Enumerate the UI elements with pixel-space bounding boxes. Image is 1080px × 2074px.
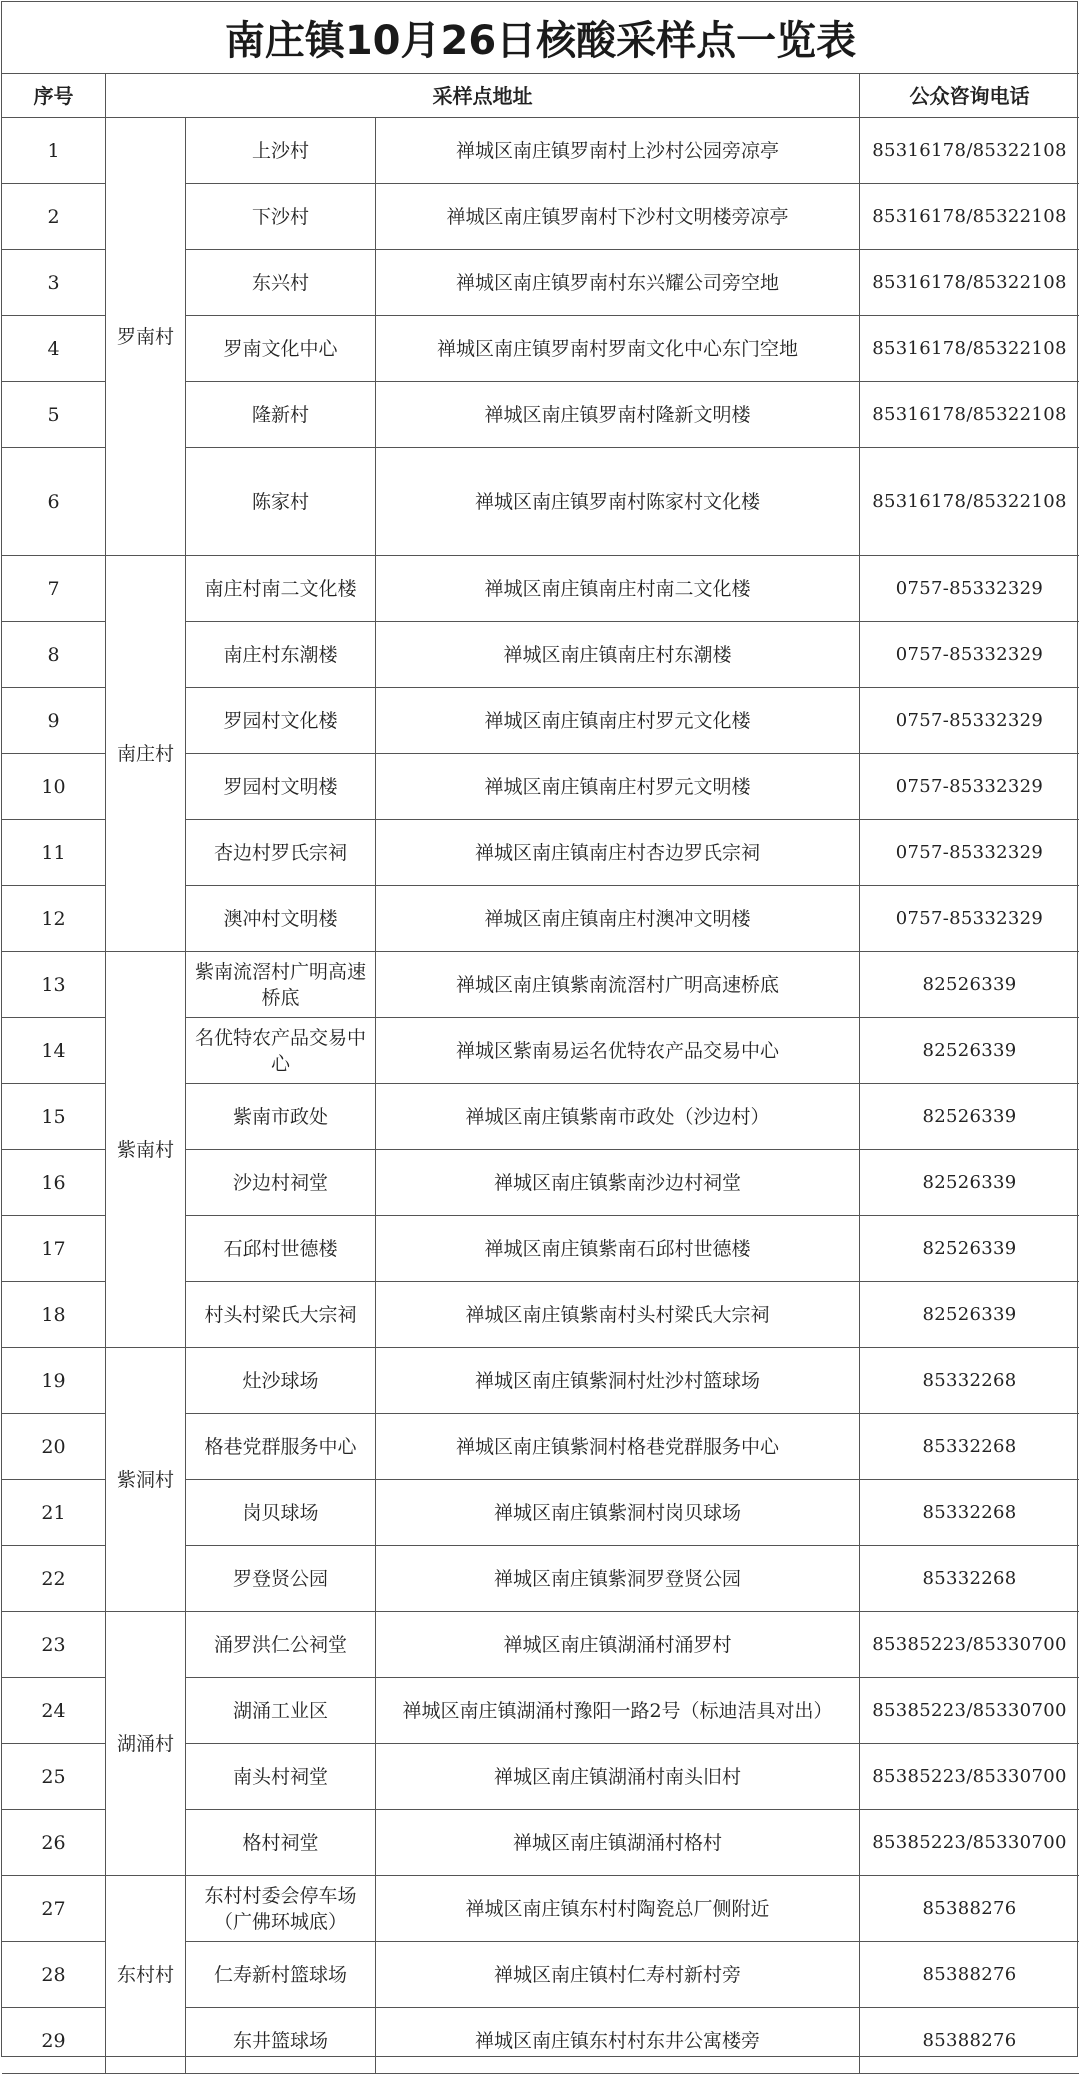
row-site: 仁寿新村篮球场 bbox=[186, 1942, 376, 2008]
row-seq: 18 bbox=[2, 1282, 106, 1348]
sampling-sites-table bbox=[1, 1, 1078, 2057]
row-seq: 17 bbox=[2, 1216, 106, 1282]
row-seq: 16 bbox=[2, 1150, 106, 1216]
row-address: 禅城区南庄镇村仁寿村新村旁 bbox=[376, 1942, 860, 2008]
row-address: 禅城区南庄镇南庄村澳冲文明楼 bbox=[376, 886, 860, 952]
row-site: 南头村祠堂 bbox=[186, 1744, 376, 1810]
row-site: 湖涌工业区 bbox=[186, 1678, 376, 1744]
village-name: 湖涌村 bbox=[106, 1612, 186, 1876]
row-address: 禅城区南庄镇东村村东井公寓楼旁 bbox=[376, 2008, 860, 2074]
row-address: 禅城区南庄镇罗南村上沙村公园旁凉亭 bbox=[376, 118, 860, 184]
row-phone: 85332268 bbox=[860, 1414, 1079, 1480]
row-site: 下沙村 bbox=[186, 184, 376, 250]
row-seq: 10 bbox=[2, 754, 106, 820]
row-site: 隆新村 bbox=[186, 382, 376, 448]
row-address: 禅城区南庄镇紫洞村格巷党群服务中心 bbox=[376, 1414, 860, 1480]
row-site: 澳冲村文明楼 bbox=[186, 886, 376, 952]
row-seq: 8 bbox=[2, 622, 106, 688]
row-site: 陈家村 bbox=[186, 448, 376, 556]
row-seq: 11 bbox=[2, 820, 106, 886]
row-site: 格村祠堂 bbox=[186, 1810, 376, 1876]
row-phone: 85388276 bbox=[860, 2008, 1079, 2074]
row-address: 禅城区南庄镇湖涌村格村 bbox=[376, 1810, 860, 1876]
village-name: 罗南村 bbox=[106, 118, 186, 556]
row-phone: 0757-85332329 bbox=[860, 688, 1079, 754]
row-address: 禅城区南庄镇紫南流滘村广明高速桥底 bbox=[376, 952, 860, 1018]
row-address: 禅城区南庄镇南庄村罗元文明楼 bbox=[376, 754, 860, 820]
row-phone: 85332268 bbox=[860, 1348, 1079, 1414]
row-site: 紫南市政处 bbox=[186, 1084, 376, 1150]
row-address: 禅城区南庄镇湖涌村涌罗村 bbox=[376, 1612, 860, 1678]
row-seq: 4 bbox=[2, 316, 106, 382]
row-phone: 85316178/85322108 bbox=[860, 118, 1079, 184]
row-address: 禅城区南庄镇紫南市政处（沙边村） bbox=[376, 1084, 860, 1150]
row-address: 禅城区南庄镇罗南村罗南文化中心东门空地 bbox=[376, 316, 860, 382]
header-seq: 序号 bbox=[2, 74, 106, 118]
row-address: 禅城区南庄镇紫洞村灶沙村篮球场 bbox=[376, 1348, 860, 1414]
row-address: 禅城区南庄镇紫南石邱村世德楼 bbox=[376, 1216, 860, 1282]
row-site: 岗贝球场 bbox=[186, 1480, 376, 1546]
row-address: 禅城区南庄镇东村村陶瓷总厂侧附近 bbox=[376, 1876, 860, 1942]
row-seq: 23 bbox=[2, 1612, 106, 1678]
row-phone: 82526339 bbox=[860, 1282, 1079, 1348]
header-phone: 公众咨询电话 bbox=[860, 74, 1079, 118]
row-address: 禅城区紫南易运名优特农产品交易中心 bbox=[376, 1018, 860, 1084]
row-address: 禅城区南庄镇罗南村下沙村文明楼旁凉亭 bbox=[376, 184, 860, 250]
row-site: 灶沙球场 bbox=[186, 1348, 376, 1414]
row-phone: 85385223/85330700 bbox=[860, 1810, 1079, 1876]
row-phone: 85385223/85330700 bbox=[860, 1744, 1079, 1810]
row-site: 罗南文化中心 bbox=[186, 316, 376, 382]
row-address: 禅城区南庄镇南庄村杏边罗氏宗祠 bbox=[376, 820, 860, 886]
row-seq: 1 bbox=[2, 118, 106, 184]
row-site: 上沙村 bbox=[186, 118, 376, 184]
row-address: 禅城区南庄镇紫南沙边村祠堂 bbox=[376, 1150, 860, 1216]
row-site: 沙边村祠堂 bbox=[186, 1150, 376, 1216]
row-seq: 2 bbox=[2, 184, 106, 250]
row-phone: 85332268 bbox=[860, 1480, 1079, 1546]
row-seq: 25 bbox=[2, 1744, 106, 1810]
page-title: 南庄镇10月26日核酸采样点一览表 bbox=[2, 2, 1079, 74]
row-seq: 9 bbox=[2, 688, 106, 754]
row-site: 格巷党群服务中心 bbox=[186, 1414, 376, 1480]
row-address: 禅城区南庄镇南庄村南二文化楼 bbox=[376, 556, 860, 622]
row-address: 禅城区南庄镇紫洞村岗贝球场 bbox=[376, 1480, 860, 1546]
village-name: 紫洞村 bbox=[106, 1348, 186, 1612]
row-site: 东村村委会停车场（广佛环城底） bbox=[186, 1876, 376, 1942]
row-seq: 12 bbox=[2, 886, 106, 952]
row-site: 南庄村东潮楼 bbox=[186, 622, 376, 688]
row-phone: 0757-85332329 bbox=[860, 886, 1079, 952]
row-phone: 85385223/85330700 bbox=[860, 1612, 1079, 1678]
row-phone: 85388276 bbox=[860, 1876, 1079, 1942]
row-seq: 7 bbox=[2, 556, 106, 622]
row-phone: 85332268 bbox=[860, 1546, 1079, 1612]
row-site: 罗登贤公园 bbox=[186, 1546, 376, 1612]
row-address: 禅城区南庄镇罗南村陈家村文化楼 bbox=[376, 448, 860, 556]
row-address: 禅城区南庄镇罗南村东兴耀公司旁空地 bbox=[376, 250, 860, 316]
row-phone: 0757-85332329 bbox=[860, 820, 1079, 886]
row-seq: 27 bbox=[2, 1876, 106, 1942]
row-seq: 24 bbox=[2, 1678, 106, 1744]
row-phone: 85316178/85322108 bbox=[860, 382, 1079, 448]
village-name: 东村村 bbox=[106, 1876, 186, 2074]
row-phone: 82526339 bbox=[860, 1150, 1079, 1216]
row-site: 村头村梁氏大宗祠 bbox=[186, 1282, 376, 1348]
row-phone: 85385223/85330700 bbox=[860, 1678, 1079, 1744]
row-seq: 3 bbox=[2, 250, 106, 316]
row-site: 紫南流滘村广明高速桥底 bbox=[186, 952, 376, 1018]
row-phone: 0757-85332329 bbox=[860, 754, 1079, 820]
row-phone: 85316178/85322108 bbox=[860, 448, 1079, 556]
row-seq: 19 bbox=[2, 1348, 106, 1414]
row-seq: 26 bbox=[2, 1810, 106, 1876]
row-seq: 20 bbox=[2, 1414, 106, 1480]
village-name: 南庄村 bbox=[106, 556, 186, 952]
row-address: 禅城区南庄镇罗南村隆新文明楼 bbox=[376, 382, 860, 448]
row-seq: 13 bbox=[2, 952, 106, 1018]
row-address: 禅城区南庄镇紫洞罗登贤公园 bbox=[376, 1546, 860, 1612]
row-seq: 28 bbox=[2, 1942, 106, 2008]
row-site: 东兴村 bbox=[186, 250, 376, 316]
row-seq: 15 bbox=[2, 1084, 106, 1150]
row-seq: 6 bbox=[2, 448, 106, 556]
row-seq: 14 bbox=[2, 1018, 106, 1084]
row-site: 杏边村罗氏宗祠 bbox=[186, 820, 376, 886]
row-address: 禅城区南庄镇湖涌村南头旧村 bbox=[376, 1744, 860, 1810]
row-site: 涌罗洪仁公祠堂 bbox=[186, 1612, 376, 1678]
village-name: 紫南村 bbox=[106, 952, 186, 1348]
row-site: 罗园村文化楼 bbox=[186, 688, 376, 754]
row-site: 南庄村南二文化楼 bbox=[186, 556, 376, 622]
row-phone: 82526339 bbox=[860, 1084, 1079, 1150]
row-seq: 22 bbox=[2, 1546, 106, 1612]
row-address: 禅城区南庄镇南庄村东潮楼 bbox=[376, 622, 860, 688]
row-phone: 82526339 bbox=[860, 1018, 1079, 1084]
row-seq: 5 bbox=[2, 382, 106, 448]
row-phone: 85316178/85322108 bbox=[860, 250, 1079, 316]
row-phone: 0757-85332329 bbox=[860, 556, 1079, 622]
row-address: 禅城区南庄镇紫南村头村梁氏大宗祠 bbox=[376, 1282, 860, 1348]
row-address: 禅城区南庄镇湖涌村豫阳一路2号（标迪洁具对出） bbox=[376, 1678, 860, 1744]
row-site: 名优特农产品交易中心 bbox=[186, 1018, 376, 1084]
row-phone: 85316178/85322108 bbox=[860, 184, 1079, 250]
row-seq: 29 bbox=[2, 2008, 106, 2074]
row-site: 石邱村世德楼 bbox=[186, 1216, 376, 1282]
row-phone: 0757-85332329 bbox=[860, 622, 1079, 688]
row-address: 禅城区南庄镇南庄村罗元文化楼 bbox=[376, 688, 860, 754]
row-site: 东井篮球场 bbox=[186, 2008, 376, 2074]
row-site: 罗园村文明楼 bbox=[186, 754, 376, 820]
row-phone: 82526339 bbox=[860, 1216, 1079, 1282]
row-seq: 21 bbox=[2, 1480, 106, 1546]
row-phone: 85316178/85322108 bbox=[860, 316, 1079, 382]
header-address: 采样点地址 bbox=[106, 74, 860, 118]
row-phone: 82526339 bbox=[860, 952, 1079, 1018]
row-phone: 85388276 bbox=[860, 1942, 1079, 2008]
